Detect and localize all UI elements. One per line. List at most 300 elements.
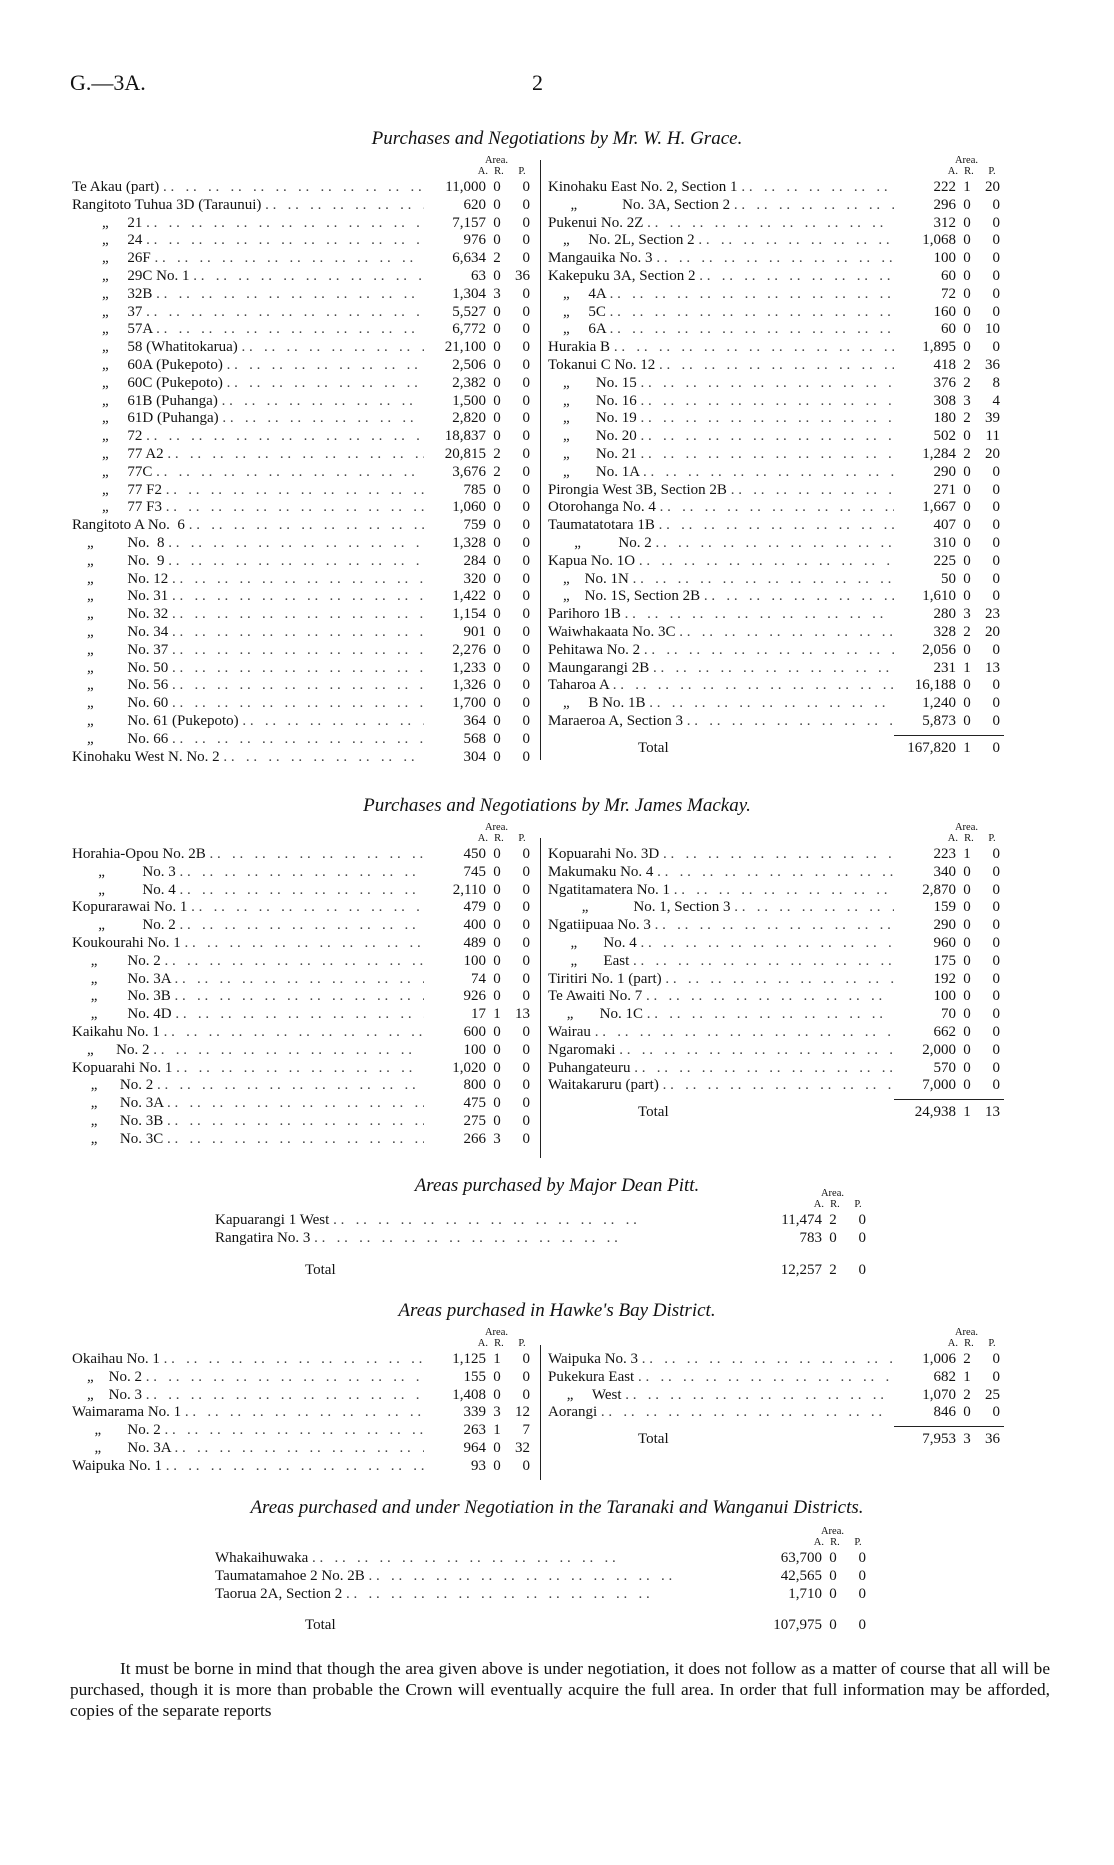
area-perches: 0 — [992, 267, 1000, 284]
area-roods: 3 — [493, 1404, 501, 1421]
table-row — [548, 571, 1004, 589]
table-row — [548, 482, 1004, 500]
area-perches: 23 — [985, 606, 1000, 623]
table-row — [72, 535, 534, 553]
unit-perches: P. — [518, 833, 526, 844]
area-unit-header — [72, 155, 534, 179]
table-row — [215, 1212, 870, 1230]
area-acres: 192 — [933, 970, 956, 987]
unit-acres: A. — [477, 166, 488, 177]
table-row — [548, 553, 1004, 571]
area-perches: 0 — [522, 463, 530, 480]
land-block-name: „ No. 3A . . — [72, 971, 424, 989]
total-label: Total — [305, 1617, 336, 1634]
area-roods: 1 — [963, 846, 971, 862]
area-perches: 0 — [522, 445, 530, 462]
area-acres: 450 — [463, 846, 486, 862]
table-row — [72, 642, 534, 660]
area-acres: 222 — [933, 179, 956, 195]
land-block-name: Ngaromaki . . — [548, 1042, 894, 1060]
unit-roods: R. — [494, 1338, 504, 1349]
area-roods: 0 — [493, 846, 501, 862]
area-acres: 60 — [941, 321, 956, 338]
area-label: Area. — [954, 155, 978, 166]
area-roods: 0 — [963, 481, 971, 498]
area-perches: 7 — [522, 1422, 530, 1439]
land-block-name: „ 60C (Pukepoto) . . — [72, 375, 424, 393]
land-block-name: Puhangateuru . . — [548, 1060, 894, 1078]
area-perches: 0 — [992, 517, 1000, 534]
area-acres: 3,676 — [452, 463, 486, 480]
area-acres: 759 — [463, 517, 486, 534]
land-block-name: „ No. 1A . . — [548, 464, 894, 482]
section-title-grace: Purchases and Negotiations by Mr. W. H. Grace. — [371, 128, 743, 149]
area-perches: 0 — [522, 1112, 530, 1129]
area-roods: 0 — [493, 1095, 501, 1112]
area-perches: 20 — [985, 445, 1000, 462]
table-row — [548, 1351, 1004, 1369]
land-block-name: „ No. 4 . . — [548, 935, 894, 953]
area-perches: 0 — [992, 1041, 1000, 1058]
unit-roods: R. — [494, 166, 504, 177]
area-acres: 1,422 — [452, 588, 486, 605]
land-block-name: Waitakaruru (part) . . — [548, 1077, 894, 1095]
area-perches: 0 — [858, 1229, 866, 1246]
land-block-name: „ No. 9 . . — [72, 553, 424, 571]
area-roods: 0 — [963, 988, 971, 1005]
area-perches: 0 — [522, 499, 530, 516]
unit-labels — [72, 166, 534, 177]
area-roods: 0 — [963, 641, 971, 658]
land-block-name: Kakepuku 3A, Section 2 . . — [548, 268, 894, 286]
area-roods: 0 — [963, 339, 971, 356]
land-block-name: Okaihau No. 1 . . — [72, 1351, 424, 1369]
land-block-name: „ No. 61 (Pukepoto) . . — [72, 713, 424, 731]
area-roods: 0 — [493, 534, 501, 551]
area-acres: 2,000 — [922, 1041, 956, 1058]
area-acres: 223 — [933, 846, 956, 862]
area-roods: 0 — [493, 552, 501, 569]
area-roods: 0 — [493, 934, 501, 951]
land-block-name: „ 24 . . — [72, 232, 424, 250]
table-row — [72, 660, 534, 678]
grace-left-table — [72, 155, 534, 766]
table-row — [72, 1404, 534, 1422]
area-perches: 0 — [522, 1130, 530, 1147]
taranaki-table — [215, 1526, 870, 1637]
area-perches: 0 — [522, 179, 530, 195]
area-perches: 0 — [992, 499, 1000, 516]
area-acres: 11,474 — [781, 1212, 822, 1228]
table-row — [548, 304, 1004, 322]
table-row — [72, 917, 534, 935]
land-block-name: „ No. 4D . . — [72, 1006, 424, 1024]
area-acres: 1,700 — [452, 695, 486, 712]
area-roods: 0 — [963, 517, 971, 534]
area-perches: 0 — [992, 917, 1000, 934]
area-roods: 1 — [493, 1422, 501, 1439]
table-row — [72, 624, 534, 642]
area-perches: 0 — [522, 1041, 530, 1058]
spacer — [215, 1603, 870, 1617]
area-acres: 271 — [933, 481, 956, 498]
mackay-left-table — [72, 822, 534, 1149]
area-acres: 100 — [933, 250, 956, 267]
area-acres: 280 — [933, 606, 956, 623]
table-row — [72, 953, 534, 971]
area-perches: 0 — [522, 214, 530, 231]
land-block-name: Pukekura East . . — [548, 1369, 894, 1387]
land-block-name: „ No. 12 . . — [72, 571, 424, 589]
total-acres: 107,975 — [773, 1617, 822, 1634]
table-row — [548, 268, 1004, 286]
area-roods: 0 — [829, 1550, 837, 1566]
land-block-name: „ 37 . . — [72, 304, 424, 322]
area-perches: 0 — [992, 552, 1000, 569]
land-block-name: „ No. 2 . . — [72, 1369, 424, 1387]
area-perches: 0 — [522, 748, 530, 765]
land-block-name: Kopuarahi No. 3D . . — [548, 846, 894, 864]
table-row — [548, 606, 1004, 624]
land-block-name: „ 26F . . — [72, 250, 424, 268]
area-acres: 1,068 — [922, 232, 956, 249]
area-roods: 0 — [493, 677, 501, 694]
area-acres: 16,188 — [914, 677, 956, 694]
unit-perches: P. — [854, 1199, 862, 1210]
area-roods: 0 — [963, 952, 971, 969]
land-block-name: „ No. 3 . . — [72, 864, 424, 882]
area-roods: 0 — [963, 1023, 971, 1040]
land-block-name: Pirongia West 3B, Section 2B . . — [548, 482, 894, 500]
land-block-name: „ 32B . . — [72, 286, 424, 304]
area-roods: 2 — [963, 445, 971, 462]
area-roods: 0 — [963, 303, 971, 320]
unit-acres: A. — [947, 833, 958, 844]
land-block-name: Rangitoto A No. 6 . . — [72, 517, 424, 535]
area-acres: 1,610 — [922, 588, 956, 605]
table-row — [72, 1060, 534, 1078]
table-row — [72, 935, 534, 953]
area-roods: 0 — [493, 712, 501, 729]
area-acres: 846 — [933, 1404, 956, 1421]
area-roods: 0 — [493, 481, 501, 498]
area-perches: 0 — [522, 196, 530, 213]
area-roods: 0 — [963, 285, 971, 302]
area-acres: 600 — [463, 1023, 486, 1040]
land-block-name: Tiritiri No. 1 (part) . . — [548, 971, 894, 989]
table-row — [72, 864, 534, 882]
area-perches: 0 — [858, 1585, 866, 1602]
area-label: Area. — [484, 1327, 508, 1338]
table-row — [548, 642, 1004, 660]
area-perches: 0 — [522, 481, 530, 498]
area-acres: 568 — [463, 730, 486, 747]
land-block-name: Hurakia B . . — [548, 339, 894, 357]
table-row — [215, 1230, 870, 1248]
land-block-name: „ No. 66 . . — [72, 731, 424, 749]
area-acres: 400 — [463, 917, 486, 934]
area-roods: 0 — [493, 517, 501, 534]
area-roods: 0 — [493, 1023, 501, 1040]
area-label: Area. — [820, 1188, 844, 1199]
area-perches: 0 — [992, 232, 1000, 249]
area-perches: 10 — [985, 321, 1000, 338]
area-perches: 0 — [992, 695, 1000, 712]
area-roods: 1 — [493, 1351, 501, 1367]
area-perches: 0 — [522, 846, 530, 862]
area-roods: 0 — [963, 534, 971, 551]
area-perches: 0 — [992, 846, 1000, 862]
area-roods: 2 — [829, 1212, 837, 1228]
table-row — [72, 988, 534, 1006]
area-perches: 0 — [522, 1351, 530, 1367]
area-perches: 0 — [522, 881, 530, 898]
area-roods: 0 — [963, 970, 971, 987]
area-acres: 1,006 — [922, 1351, 956, 1367]
land-block-name: „ No. 16 . . — [548, 393, 894, 411]
table-row — [72, 1095, 534, 1113]
area-acres: 1,895 — [922, 339, 956, 356]
area-label: Area. — [954, 1327, 978, 1338]
area-acres: 159 — [933, 899, 956, 916]
total-label: Total — [638, 739, 669, 756]
area-roods: 2 — [493, 250, 501, 267]
total-block — [548, 1099, 1004, 1124]
paragraph-text: It must be borne in mind that though the area given above is under negotiation, it does not follow as a matter of course that all will be purchased, though it is more than probable the Crown will eventually acquire the full area. In order that full information may be afforded, copies of the separate reports — [70, 1659, 1050, 1720]
area-roods: 3 — [493, 1130, 501, 1147]
area-roods: 0 — [493, 881, 501, 898]
area-acres: 1,710 — [788, 1585, 822, 1602]
area-unit-header — [215, 1188, 870, 1212]
area-acres: 682 — [933, 1368, 956, 1385]
area-perches: 8 — [992, 374, 1000, 391]
land-block-name: „ 72 . . — [72, 428, 424, 446]
area-roods: 0 — [493, 321, 501, 338]
table-row — [548, 215, 1004, 233]
unit-perches: P. — [988, 166, 996, 177]
area-perches: 0 — [992, 1006, 1000, 1023]
land-block-name: Rangitoto Tuhua 3D (Taraunui) . . — [72, 197, 424, 215]
table-row — [72, 731, 534, 749]
total-acres: 12,257 — [780, 1261, 822, 1278]
area-perches: 0 — [992, 712, 1000, 729]
area-roods: 0 — [493, 410, 501, 427]
table-row — [548, 339, 1004, 357]
table-row — [72, 517, 534, 535]
area-roods: 0 — [963, 196, 971, 213]
area-acres: 2,056 — [922, 641, 956, 658]
area-acres: 489 — [463, 934, 486, 951]
table-row — [548, 517, 1004, 535]
table-row — [72, 695, 534, 713]
table-row — [72, 357, 534, 375]
area-roods: 0 — [493, 659, 501, 676]
area-roods: 0 — [963, 695, 971, 712]
area-roods: 0 — [963, 917, 971, 934]
area-acres: 11,000 — [445, 179, 486, 195]
area-perches: 0 — [992, 970, 1000, 987]
land-block-name: Kapua No. 1O . . — [548, 553, 894, 571]
table-row — [215, 1568, 870, 1586]
table-row — [548, 713, 1004, 731]
area-roods: 0 — [493, 970, 501, 987]
area-perches: 0 — [522, 677, 530, 694]
table-row — [215, 1586, 870, 1604]
area-perches: 0 — [522, 321, 530, 338]
land-block-name: „ 77C . . — [72, 464, 424, 482]
area-roods: 0 — [493, 214, 501, 231]
land-block-name: Te Awaiti No. 7 . . — [548, 988, 894, 1006]
area-unit-header — [548, 155, 1004, 179]
area-perches: 13 — [515, 1006, 530, 1023]
area-roods: 0 — [963, 428, 971, 445]
total-block — [215, 1617, 870, 1637]
area-roods: 0 — [493, 748, 501, 765]
area-acres: 18,837 — [444, 428, 486, 445]
total-label: Total — [638, 1104, 669, 1121]
area-acres: 2,870 — [922, 881, 956, 898]
table-row — [72, 1113, 534, 1131]
area-perches: 0 — [992, 881, 1000, 898]
table-row — [72, 1351, 534, 1369]
area-perches: 0 — [522, 250, 530, 267]
land-block-name: „ No. 3B . . — [72, 988, 424, 1006]
area-roods: 0 — [963, 1006, 971, 1023]
area-perches: 0 — [522, 712, 530, 729]
area-roods: 3 — [963, 606, 971, 623]
table-row — [72, 1369, 534, 1387]
total-perches: 0 — [858, 1261, 866, 1278]
area-roods: 0 — [493, 196, 501, 213]
section-title-hawkes-bay: Areas purchased in Hawke's Bay District. — [398, 1300, 716, 1321]
column-divider — [540, 838, 541, 1158]
table-row — [72, 882, 534, 900]
section-title-taranaki: Areas purchased and under Negotiation in the Taranaki and Wanganui Districts. — [250, 1497, 864, 1518]
area-roods: 0 — [493, 988, 501, 1005]
area-roods: 3 — [963, 392, 971, 409]
area-acres: 1,408 — [452, 1386, 486, 1403]
area-roods: 0 — [493, 1386, 501, 1403]
area-roods: 0 — [493, 952, 501, 969]
column-divider — [540, 160, 541, 760]
area-roods: 0 — [493, 428, 501, 445]
table-row — [548, 1006, 1004, 1024]
land-block-name: „ No. 1N . . — [548, 571, 894, 589]
total-perches: 36 — [985, 1431, 1000, 1448]
spacer — [215, 1248, 870, 1262]
area-roods: 0 — [493, 606, 501, 623]
area-perches: 0 — [522, 606, 530, 623]
land-block-name: „ No. 2 . . — [72, 917, 424, 935]
area-roods: 2 — [493, 463, 501, 480]
area-acres: 63 — [471, 267, 486, 284]
area-roods: 0 — [963, 1077, 971, 1094]
area-roods: 0 — [493, 588, 501, 605]
area-acres: 1,667 — [922, 499, 956, 516]
area-perches: 0 — [522, 899, 530, 916]
land-block-name: „ No. 21 . . — [548, 446, 894, 464]
area-acres: 74 — [471, 970, 486, 987]
area-perches: 0 — [522, 410, 530, 427]
area-perches: 0 — [522, 232, 530, 249]
land-block-name: „ 6A . . — [548, 321, 894, 339]
land-block-name: Mangauika No. 3 . . — [548, 250, 894, 268]
land-block-name: „ No. 4 . . — [72, 882, 424, 900]
hawkes-right-table — [548, 1327, 1004, 1451]
area-perches: 0 — [992, 1023, 1000, 1040]
area-acres: 339 — [463, 1404, 486, 1421]
land-block-name: „ 77 A2 . . — [72, 446, 424, 464]
area-unit-header — [72, 1327, 534, 1351]
area-perches: 32 — [515, 1439, 530, 1456]
area-roods: 1 — [963, 1368, 971, 1385]
total-roods: 2 — [829, 1261, 837, 1278]
table-row — [548, 899, 1004, 917]
area-perches: 0 — [992, 1368, 1000, 1385]
unit-roods: R. — [830, 1537, 840, 1548]
unit-perches: P. — [518, 1338, 526, 1349]
area-acres: 7,157 — [452, 214, 486, 231]
area-acres: 502 — [933, 428, 956, 445]
area-acres: 745 — [463, 863, 486, 880]
area-acres: 290 — [933, 463, 956, 480]
area-perches: 25 — [985, 1386, 1000, 1403]
area-perches: 0 — [522, 1368, 530, 1385]
area-acres: 1,328 — [452, 534, 486, 551]
total-roods: 1 — [963, 739, 971, 756]
land-block-name: Taumatatotara 1B . . — [548, 517, 894, 535]
land-block-name: „ No. 3B . . — [72, 1113, 424, 1131]
unit-roods: R. — [494, 833, 504, 844]
area-perches: 0 — [522, 570, 530, 587]
unit-labels — [72, 1338, 534, 1349]
table-row — [215, 1550, 870, 1568]
land-block-name: Maungarangi 2B . . — [548, 660, 894, 678]
area-roods: 0 — [493, 695, 501, 712]
unit-acres: A. — [947, 1338, 958, 1349]
area-acres: 20,815 — [444, 445, 486, 462]
table-row — [72, 846, 534, 864]
land-block-name: „ No. 3A, Section 2 . . — [548, 197, 894, 215]
table-row — [72, 410, 534, 428]
land-block-name: „ No. 8 . . — [72, 535, 424, 553]
table-row — [548, 1387, 1004, 1405]
total-row — [548, 1431, 1004, 1451]
area-roods: 2 — [963, 1351, 971, 1367]
table-row — [72, 713, 534, 731]
land-block-name: Taorua 2A, Section 2 . . — [215, 1586, 760, 1604]
area-perches: 0 — [522, 988, 530, 1005]
area-roods: 0 — [963, 863, 971, 880]
area-perches: 0 — [992, 534, 1000, 551]
area-perches: 0 — [522, 588, 530, 605]
area-roods: 0 — [493, 356, 501, 373]
table-row — [548, 375, 1004, 393]
unit-perches: P. — [518, 166, 526, 177]
unit-labels — [215, 1199, 870, 1210]
unit-labels — [215, 1537, 870, 1548]
land-block-name: Parihoro 1B . . — [548, 606, 894, 624]
area-perches: 20 — [985, 179, 1000, 195]
area-perches: 0 — [992, 196, 1000, 213]
table-row — [548, 588, 1004, 606]
area-roods: 2 — [493, 445, 501, 462]
area-roods: 0 — [493, 1041, 501, 1058]
area-roods: 0 — [829, 1229, 837, 1246]
land-block-name: Koukourahi No. 1 . . — [72, 935, 424, 953]
area-roods: 0 — [829, 1585, 837, 1602]
area-roods: 0 — [493, 917, 501, 934]
